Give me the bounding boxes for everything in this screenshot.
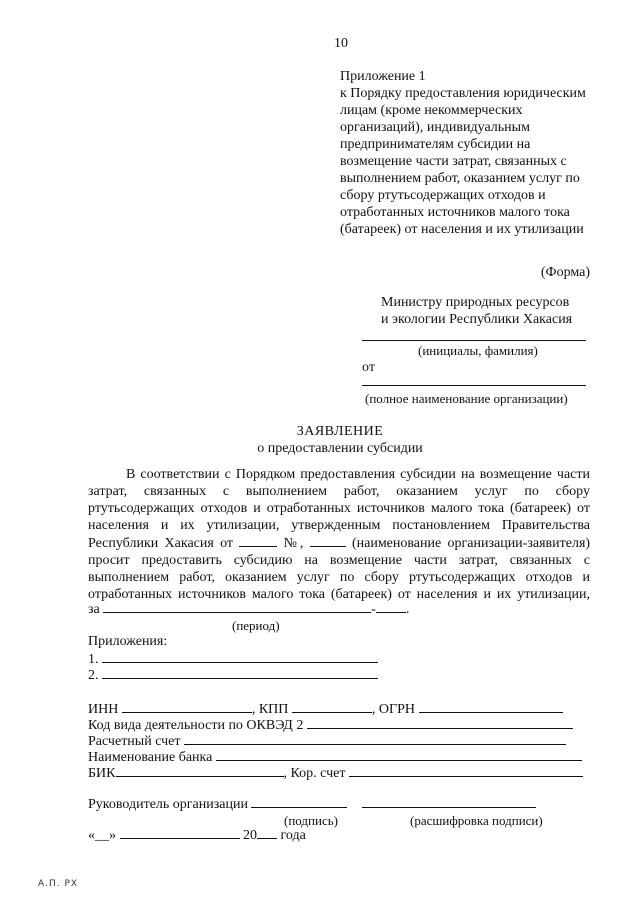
- period-dash: -: [371, 602, 376, 617]
- head-label: Руководитель организации: [88, 797, 248, 812]
- okved-field[interactable]: [307, 716, 573, 729]
- body-line: ртутьсодержащих отходов и отработанных источников малого тока (батареек) от: [88, 501, 590, 516]
- appendix-line: организаций), индивидуальным: [340, 120, 530, 135]
- inn-label: ИНН: [88, 702, 119, 717]
- korr-label: , Кор. счет: [283, 766, 346, 781]
- appendix-line: сбору ртутьсодержащих отходов и: [340, 188, 546, 203]
- signature-row: [88, 795, 536, 813]
- signature-decode-label: (расшифровка подписи): [410, 813, 543, 828]
- kpp-field[interactable]: [292, 700, 372, 713]
- attachment-field-2[interactable]: [102, 666, 378, 679]
- bik-row: [88, 764, 583, 782]
- bik-field[interactable]: [116, 764, 284, 777]
- date-month-field[interactable]: [120, 826, 240, 839]
- body-line-part: (наименование организации-заявителя): [351, 536, 591, 551]
- initials-label: (инициалы, фамилия): [418, 343, 538, 358]
- organization-label: (полное наименование организации): [365, 391, 568, 406]
- appendix-line: Приложение 1: [340, 69, 426, 84]
- account-field[interactable]: [184, 732, 566, 745]
- appendix-line: отработанных источников малого тока: [340, 205, 570, 220]
- okved-label: Код вида деятельности по ОКВЭД 2: [88, 718, 304, 733]
- body-line-part: Республики Хакасия от: [88, 536, 234, 551]
- appendix-header: [340, 68, 600, 238]
- period-end-dot: .: [405, 602, 410, 617]
- body-line: отработанных источников малого тока (батареек) от населения и их утилизации,: [88, 587, 590, 602]
- appendix-line: лицам (кроме некоммерческих: [340, 103, 523, 118]
- page-number: 10: [334, 36, 348, 51]
- organization-name-field[interactable]: [362, 385, 586, 386]
- korr-field[interactable]: [349, 764, 583, 777]
- period-prefix: за: [88, 602, 100, 617]
- bank-label: Наименование банка: [88, 750, 213, 765]
- period-start-field[interactable]: [103, 600, 371, 613]
- appendix-line: (батареек) от населения и их утилизации: [340, 222, 584, 237]
- year-prefix: 20: [243, 828, 257, 843]
- appendix-line: к Порядку предоставления юридическим: [340, 86, 586, 101]
- addressee-line-1: Министру природных ресурсов: [381, 295, 570, 310]
- bik-label: БИК: [88, 766, 116, 781]
- attachment-number: 1.: [88, 652, 99, 667]
- date-day-quotes: «__»: [88, 828, 116, 843]
- kpp-label: , КПП: [251, 702, 289, 717]
- signature-decode-field[interactable]: [362, 795, 536, 808]
- body-line: просит предоставить субсидию на возмещение части затрат, связанных с: [88, 553, 590, 568]
- year-suffix: года: [280, 828, 306, 843]
- attachments-label: Приложения:: [88, 634, 168, 649]
- account-label: Расчетный счет: [88, 734, 181, 749]
- date-row: [88, 826, 306, 844]
- attachment-number: 2.: [88, 668, 99, 683]
- document-title: ЗАЯВЛЕНИЕ: [296, 424, 384, 439]
- addressee-block: [381, 294, 591, 328]
- application-body: [88, 466, 590, 603]
- addressee-line-2: и экологии Республики Хакасия: [381, 312, 573, 327]
- document-subtitle: о предоставлении субсидии: [257, 441, 423, 456]
- body-line-with-fields: [88, 534, 590, 552]
- period-label: (период): [232, 618, 280, 633]
- signature-field[interactable]: [251, 795, 347, 808]
- signature-label: (подпись): [284, 813, 338, 828]
- body-line-part: №,: [283, 536, 304, 551]
- appendix-line: предпринимателям субсидии на: [340, 137, 531, 152]
- inn-field[interactable]: [122, 700, 252, 713]
- period-end-field[interactable]: [376, 600, 406, 613]
- body-line: затрат, связанных с выполнением работ, оказанием услуг по сбору: [88, 484, 590, 499]
- body-line: В соответствии с Порядком предоставления субсидии на возмещение части: [126, 467, 590, 482]
- attachment-field-1[interactable]: [102, 650, 378, 663]
- form-label: (Форма): [540, 265, 590, 280]
- period-row: [88, 600, 409, 618]
- ogrn-label: , ОГРН: [371, 702, 416, 717]
- addressee-name-field[interactable]: [362, 340, 586, 341]
- ogrn-field[interactable]: [419, 700, 563, 713]
- body-line: выполнением работ, оказанием услуг по сбору ртутьсодержащих отходов и: [88, 570, 590, 585]
- decree-number-field[interactable]: [310, 534, 346, 547]
- footer-stamp: А.П. РХ: [38, 879, 79, 889]
- bank-field[interactable]: [216, 748, 582, 761]
- year-field[interactable]: [257, 826, 277, 839]
- appendix-line: возмещение части затрат, связанных с: [340, 154, 567, 169]
- decree-date-field[interactable]: [239, 534, 277, 547]
- appendix-line: выполнением работ, оказанием услуг по: [340, 171, 580, 186]
- attachment-row-2: [88, 666, 378, 684]
- body-line: населения и их утилизации, утвержденным постановлением Правительства: [88, 518, 590, 533]
- from-label: от: [362, 360, 375, 375]
